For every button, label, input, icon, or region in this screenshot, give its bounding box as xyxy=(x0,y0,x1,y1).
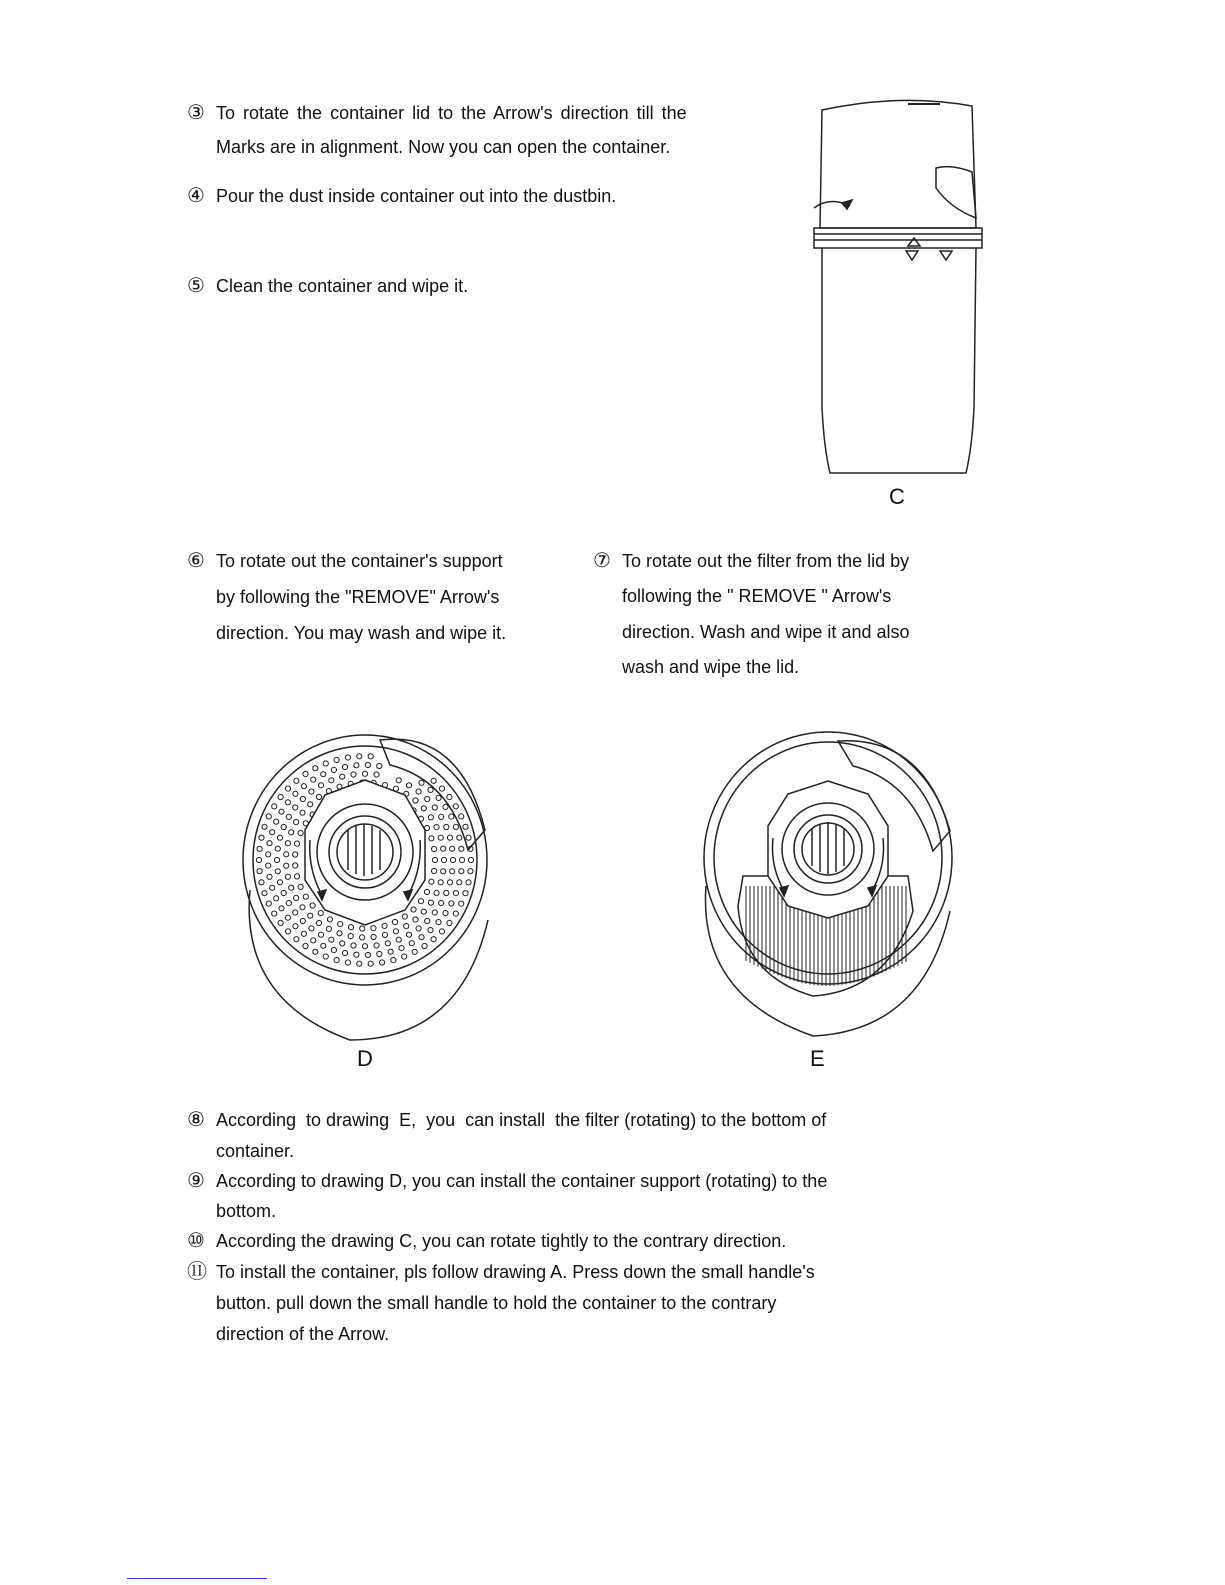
perforation-dot xyxy=(444,824,449,829)
perforation-dot xyxy=(396,778,401,783)
figure-d-label: D xyxy=(357,1046,373,1071)
perforation-dot xyxy=(348,934,353,939)
perforation-dot xyxy=(293,910,298,915)
perforation-dot xyxy=(285,800,290,805)
perforation-dot xyxy=(428,928,433,933)
perforation-dot xyxy=(388,949,393,954)
step-5 xyxy=(187,271,211,301)
perforation-dot xyxy=(318,783,323,788)
perforation-dot xyxy=(286,901,291,906)
footer-link-underline[interactable] xyxy=(127,1578,267,1579)
perforation-dot xyxy=(275,869,280,874)
step-7-line-1: To rotate out the filter from the lid by xyxy=(622,551,910,571)
step-7-line-4: wash and wipe the lid. xyxy=(622,657,800,677)
perforation-dot xyxy=(393,929,398,934)
perforation-dot xyxy=(293,791,298,796)
perforation-dot xyxy=(345,755,350,760)
perforation-dot xyxy=(368,961,373,966)
perforation-dot xyxy=(300,905,305,910)
perforation-dot xyxy=(439,814,444,819)
perforation-dot xyxy=(338,922,343,927)
step-number: ③ xyxy=(187,102,205,124)
perforation-dot xyxy=(321,772,326,777)
perforation-dot xyxy=(329,778,334,783)
perforation-dot xyxy=(422,943,427,948)
perforation-dot xyxy=(412,949,417,954)
perforation-dot xyxy=(257,846,262,851)
perforation-dot xyxy=(357,961,362,966)
perforation-dot xyxy=(466,880,471,885)
perforation-dot xyxy=(421,909,426,914)
perforation-dot xyxy=(416,926,421,931)
perforation-dot xyxy=(294,778,299,783)
perforation-dot xyxy=(453,891,458,896)
step-number: ⑪ xyxy=(187,1261,207,1283)
perforation-dot xyxy=(459,901,464,906)
perforation-dot xyxy=(413,798,418,803)
perforation-dot xyxy=(429,879,434,884)
perforation-dot xyxy=(439,901,444,906)
perforation-dot xyxy=(323,954,328,959)
step-9 xyxy=(187,1166,211,1196)
perforation-dot xyxy=(337,931,342,936)
perforation-dot xyxy=(416,789,421,794)
perforation-dot xyxy=(309,926,314,931)
perforation-dot xyxy=(447,920,452,925)
step-6-line-3: direction. You may wash and wipe it. xyxy=(216,623,507,643)
perforation-dot xyxy=(274,857,279,862)
perforation-dot xyxy=(365,952,370,957)
perforation-dot xyxy=(303,771,308,776)
perforation-dot xyxy=(468,857,473,862)
perforation-dot xyxy=(444,890,449,895)
perforation-dot xyxy=(360,926,365,931)
perforation-dot xyxy=(278,795,283,800)
perforation-dot xyxy=(351,943,356,948)
perforation-dot xyxy=(368,754,373,759)
perforation-dot xyxy=(259,880,264,885)
step-4-line-1: Pour the dust inside container out into the dustbin. xyxy=(216,186,617,206)
perforation-dot xyxy=(285,874,290,879)
perforation-dot xyxy=(450,857,455,862)
perforation-dot xyxy=(453,824,458,829)
perforation-dot xyxy=(301,931,306,936)
perforation-dot xyxy=(340,941,345,946)
perforation-dot xyxy=(275,846,280,851)
perforation-dot xyxy=(348,925,353,930)
figure-c-container-drawing xyxy=(800,88,1000,488)
perforation-dot xyxy=(459,846,464,851)
perforation-dot xyxy=(392,919,397,924)
step-10-line-1: According the drawing C, you can rotate tightly to the contrary direction. xyxy=(216,1231,787,1251)
step-3 xyxy=(187,98,211,128)
perforation-dot xyxy=(318,911,323,916)
perforation-dot xyxy=(406,932,411,937)
step-number: ⑧ xyxy=(187,1109,205,1131)
figure-d-support-drawing xyxy=(230,720,510,1050)
perforation-dot xyxy=(447,795,452,800)
step-9-line-1: According to drawing D, you can install the container support (rotating) to the xyxy=(216,1171,828,1191)
perforation-dot xyxy=(360,935,365,940)
perforation-dot xyxy=(374,772,379,777)
figure-e-filter-drawing xyxy=(688,726,968,1046)
perforation-dot xyxy=(294,841,299,846)
perforation-dot xyxy=(463,824,468,829)
perforation-dot xyxy=(419,780,424,785)
perforation-dot xyxy=(294,937,299,942)
perforation-dot xyxy=(413,917,418,922)
perforation-dot xyxy=(266,863,271,868)
perforation-dot xyxy=(303,894,308,899)
step-8-line-1: According to drawing E, you can install the filter (rotating) to the bottom of xyxy=(216,1110,827,1130)
perforation-dot xyxy=(449,814,454,819)
step-number: ④ xyxy=(187,185,205,207)
perforation-dot xyxy=(256,857,261,862)
perforation-dot xyxy=(310,903,315,908)
perforation-dot xyxy=(301,784,306,789)
perforation-dot xyxy=(334,757,339,762)
perforation-dot xyxy=(272,911,277,916)
step-11-line-2: button. pull down the small handle to hold the container to the contrary xyxy=(216,1293,777,1313)
perforation-dot xyxy=(468,869,473,874)
perforation-dot xyxy=(289,830,294,835)
perforation-dot xyxy=(404,924,409,929)
perforation-dot xyxy=(321,943,326,948)
perforation-dot xyxy=(441,869,446,874)
perforation-dot xyxy=(450,869,455,874)
perforation-dot xyxy=(340,774,345,779)
perforation-dot xyxy=(450,846,455,851)
perforation-dot xyxy=(318,932,323,937)
perforation-dot xyxy=(270,830,275,835)
perforation-dot xyxy=(300,810,305,815)
perforation-dot xyxy=(438,835,443,840)
perforation-dot xyxy=(434,890,439,895)
perforation-dot xyxy=(326,926,331,931)
perforation-dot xyxy=(277,835,282,840)
perforation-dot xyxy=(285,929,290,934)
perforation-dot xyxy=(425,918,430,923)
perforation-dot xyxy=(308,913,313,918)
perforation-dot xyxy=(429,836,434,841)
perforation-dot xyxy=(459,869,464,874)
perforation-dot xyxy=(266,901,271,906)
perforation-dot xyxy=(294,874,299,879)
perforation-dot xyxy=(380,960,385,965)
perforation-dot xyxy=(308,802,313,807)
perforation-dot xyxy=(406,783,411,788)
perforation-dot xyxy=(294,895,299,900)
perforation-dot xyxy=(342,764,347,769)
perforation-dot xyxy=(432,846,437,851)
step-number: ⑩ xyxy=(187,1230,205,1252)
perforation-dot xyxy=(432,857,437,862)
perforation-dot xyxy=(300,918,305,923)
perforation-dot xyxy=(281,824,286,829)
perforation-dot xyxy=(459,814,464,819)
perforation-dot xyxy=(285,786,290,791)
perforation-dot xyxy=(453,804,458,809)
perforation-dot xyxy=(453,911,458,916)
perforation-dot xyxy=(323,761,328,766)
perforation-dot xyxy=(293,863,298,868)
perforation-dot xyxy=(411,907,416,912)
step-11-line-3: direction of the Arrow. xyxy=(216,1324,390,1344)
step-8-line-2: container. xyxy=(216,1141,295,1161)
perforation-dot xyxy=(284,852,289,857)
perforation-dot xyxy=(449,901,454,906)
perforation-dot xyxy=(257,869,262,874)
perforation-dot xyxy=(267,874,272,879)
perforation-dot xyxy=(382,932,387,937)
perforation-dot xyxy=(285,915,290,920)
step-11-line-1: To install the container, pls follow drawing A. Press down the small handle's xyxy=(216,1262,815,1282)
perforation-dot xyxy=(362,944,367,949)
step-10 xyxy=(187,1226,211,1256)
perforation-dot xyxy=(443,911,448,916)
perforation-dot xyxy=(396,937,401,942)
figure-c-label: C xyxy=(889,484,905,509)
perforation-dot xyxy=(278,920,283,925)
perforation-dot xyxy=(259,835,264,840)
perforation-dot xyxy=(279,906,284,911)
perforation-dot xyxy=(432,805,437,810)
perforation-dot xyxy=(298,884,303,889)
perforation-dot xyxy=(329,937,334,942)
perforation-dot xyxy=(439,929,444,934)
perforation-dot xyxy=(284,863,289,868)
perforation-dot xyxy=(281,890,286,895)
step-3-line-2: Marks are in alignment. Now you can open the container. xyxy=(216,137,671,157)
perforation-dot xyxy=(434,825,439,830)
perforation-dot xyxy=(277,880,282,885)
perforation-dot xyxy=(439,786,444,791)
perforation-dot xyxy=(425,796,430,801)
perforation-dot xyxy=(371,934,376,939)
perforation-dot xyxy=(399,946,404,951)
perforation-dot xyxy=(431,778,436,783)
perforation-dot xyxy=(285,841,290,846)
perforation-dot xyxy=(293,924,298,929)
perforation-dot xyxy=(331,948,336,953)
perforation-dot xyxy=(431,937,436,942)
step-7-line-2: following the " REMOVE " Arrow's xyxy=(622,586,892,606)
perforation-dot xyxy=(402,954,407,959)
perforation-dot xyxy=(279,809,284,814)
perforation-dot xyxy=(274,819,279,824)
step-number: ⑦ xyxy=(593,550,611,572)
perforation-dot xyxy=(294,820,299,825)
perforation-dot xyxy=(466,835,471,840)
step-5-line-1: Clean the container and wipe it. xyxy=(216,276,469,296)
perforation-dot xyxy=(266,852,271,857)
perforation-dot xyxy=(441,846,446,851)
perforation-dot xyxy=(262,891,267,896)
perforation-dot xyxy=(309,789,314,794)
perforation-dot xyxy=(311,777,316,782)
perforation-dot xyxy=(289,885,294,890)
perforation-dot xyxy=(272,804,277,809)
perforation-dot xyxy=(313,766,318,771)
step-11 xyxy=(187,1257,211,1287)
perforation-dot xyxy=(391,958,396,963)
step-9-line-2: bottom. xyxy=(216,1201,277,1221)
perforation-dot xyxy=(300,796,305,801)
perforation-dot xyxy=(298,831,303,836)
perforation-dot xyxy=(459,857,464,862)
step-6-line-2: by following the "REMOVE" Arrow's xyxy=(216,587,500,607)
perforation-dot xyxy=(286,814,291,819)
perforation-dot xyxy=(436,795,441,800)
perforation-dot xyxy=(267,841,272,846)
step-8 xyxy=(187,1105,211,1135)
perforation-dot xyxy=(409,941,414,946)
perforation-dot xyxy=(362,771,367,776)
perforation-dot xyxy=(421,806,426,811)
perforation-dot xyxy=(428,900,433,905)
perforation-dot xyxy=(331,767,336,772)
step-7 xyxy=(593,546,617,576)
perforation-dot xyxy=(365,762,370,767)
step-6 xyxy=(187,546,211,576)
perforation-dot xyxy=(457,880,462,885)
perforation-dot xyxy=(274,896,279,901)
perforation-dot xyxy=(428,787,433,792)
perforation-dot xyxy=(447,880,452,885)
perforation-dot xyxy=(354,763,359,768)
perforation-dot xyxy=(345,960,350,965)
step-number: ⑥ xyxy=(187,550,205,572)
perforation-dot xyxy=(441,857,446,862)
perforation-dot xyxy=(293,805,298,810)
perforation-dot xyxy=(432,910,437,915)
perforation-dot xyxy=(371,926,376,931)
perforation-dot xyxy=(447,835,452,840)
perforation-dot xyxy=(377,763,382,768)
figure-e-label: E xyxy=(810,1046,825,1071)
perforation-dot xyxy=(303,943,308,948)
perforation-dot xyxy=(418,899,423,904)
perforation-dot xyxy=(436,920,441,925)
perforation-dot xyxy=(419,935,424,940)
step-number: ⑨ xyxy=(187,1170,205,1192)
perforation-dot xyxy=(327,917,332,922)
perforation-dot xyxy=(438,880,443,885)
perforation-dot xyxy=(377,951,382,956)
step-4 xyxy=(187,181,211,211)
perforation-dot xyxy=(402,914,407,919)
step-7-line-3: direction. Wash and wipe it and also xyxy=(622,622,910,642)
perforation-dot xyxy=(351,772,356,777)
perforation-dot xyxy=(463,891,468,896)
perforation-dot xyxy=(293,852,298,857)
perforation-dot xyxy=(342,950,347,955)
perforation-dot xyxy=(424,889,429,894)
step-number: ⑤ xyxy=(187,275,205,297)
perforation-dot xyxy=(311,938,316,943)
perforation-dot xyxy=(457,835,462,840)
step-3-line-1: To rotate the container lid to the Arrow's direction till the xyxy=(216,103,687,123)
perforation-dot xyxy=(432,868,437,873)
perforation-dot xyxy=(443,804,448,809)
perforation-dot xyxy=(428,815,433,820)
perforation-dot xyxy=(313,949,318,954)
perforation-dot xyxy=(316,920,321,925)
perforation-dot xyxy=(382,923,387,928)
perforation-dot xyxy=(316,794,321,799)
perforation-dot xyxy=(262,824,267,829)
perforation-dot xyxy=(374,943,379,948)
perforation-dot xyxy=(270,885,275,890)
perforation-dot xyxy=(334,958,339,963)
perforation-dot xyxy=(266,814,271,819)
perforation-dot xyxy=(357,754,362,759)
perforation-dot xyxy=(385,941,390,946)
perforation-dot xyxy=(354,952,359,957)
step-6-line-1: To rotate out the container's support xyxy=(216,551,503,571)
